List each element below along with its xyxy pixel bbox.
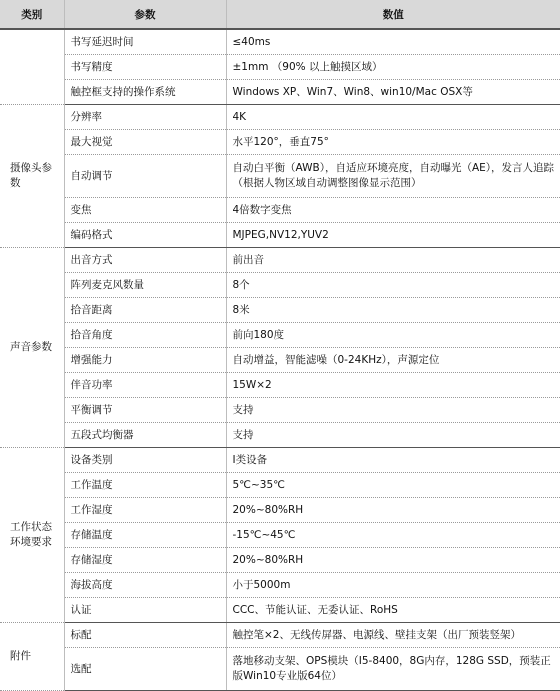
table-row [0,423,560,448]
table-row [0,648,560,691]
parameter-cell: 书写精度 [64,55,226,80]
parameter-cell: 分辨率 [64,105,226,130]
parameter-cell: 工作湿度 [64,498,226,523]
value-cell: 小于5000m [226,573,560,598]
value-cell: 8个 [226,273,560,298]
header-row [0,0,560,29]
value-cell: 水平120°，垂直75° [226,130,560,155]
value-cell: 触控笔×2、无线传屏器、电源线、壁挂支架（出厂预装竖架） [226,623,560,648]
table-row [0,498,560,523]
parameter-cell: 标配 [64,623,226,648]
value-cell: 前出音 [226,248,560,273]
value-cell: 4倍数字变焦 [226,198,560,223]
category-cell: 声音参数 [0,248,64,448]
table-row [0,323,560,348]
table-row [0,373,560,398]
value-cell: -15℃~45℃ [226,523,560,548]
table-row [0,623,560,648]
value-cell: 20%~80%RH [226,548,560,573]
table-row [0,448,560,473]
category-cell: 附件 [0,623,64,691]
table-row [0,523,560,548]
value-cell: CCC、节能认证、无委认证、RoHS [226,598,560,623]
parameter-cell: 设备类别 [64,448,226,473]
value-cell: 20%~80%RH [226,498,560,523]
table-row [0,130,560,155]
category-cell: 工作状态环境要求 [0,448,64,623]
parameter-cell: 拾音距离 [64,298,226,323]
parameter-cell: 触控框支持的操作系统 [64,80,226,105]
value-cell: Windows XP、Win7、Win8、win10/Mac OSX等 [226,80,560,105]
header-parameter: 参数 [64,0,226,29]
table-row [0,155,560,198]
table-row [0,29,560,55]
parameter-cell: 选配 [64,648,226,691]
category-cell: 摄像头参数 [0,105,64,248]
value-cell: 支持 [226,423,560,448]
table-row [0,223,560,248]
value-cell: 落地移动支架、OPS模块（I5-8400，8G内存，128G SSD，预装正版Win10专业版64位） [226,648,560,691]
table-row [0,398,560,423]
table-body [0,29,560,691]
value-cell: MJPEG,NV12,YUV2 [226,223,560,248]
value-cell: ≤40ms [226,29,560,55]
category-cell [0,29,64,105]
value-cell: 前向180度 [226,323,560,348]
table-row [0,573,560,598]
parameter-cell: 平衡调节 [64,398,226,423]
header-value: 数值 [226,0,560,29]
parameter-cell: 阵列麦克风数量 [64,273,226,298]
parameter-cell: 最大视觉 [64,130,226,155]
value-cell: 自动白平衡（AWB），自适应环境亮度，自动曝光（AE），发言人追踪（根据人物区域自动调整图像显示范围） [226,155,560,198]
table-row [0,55,560,80]
parameter-cell: 变焦 [64,198,226,223]
parameter-cell: 书写延迟时间 [64,29,226,55]
table-row [0,273,560,298]
value-cell: ±1mm （90% 以上触摸区域） [226,55,560,80]
parameter-cell: 海拔高度 [64,573,226,598]
value-cell: 5℃~35℃ [226,473,560,498]
value-cell: 15W×2 [226,373,560,398]
parameter-cell: 自动调节 [64,155,226,198]
parameter-cell: 拾音角度 [64,323,226,348]
parameter-cell: 增强能力 [64,348,226,373]
header-category: 类别 [0,0,64,29]
table-row [0,348,560,373]
table-row [0,105,560,130]
parameter-cell: 存储湿度 [64,548,226,573]
value-cell: Ⅰ类设备 [226,448,560,473]
table-row [0,598,560,623]
value-cell: 8米 [226,298,560,323]
parameter-cell: 伴音功率 [64,373,226,398]
parameter-cell: 编码格式 [64,223,226,248]
value-cell: 4K [226,105,560,130]
value-cell: 支持 [226,398,560,423]
parameter-cell: 五段式均衡器 [64,423,226,448]
table-row [0,298,560,323]
parameter-cell: 出音方式 [64,248,226,273]
table-row [0,248,560,273]
parameter-cell: 存储温度 [64,523,226,548]
table-row [0,548,560,573]
table-row [0,198,560,223]
table-row [0,473,560,498]
parameter-cell: 认证 [64,598,226,623]
parameter-cell: 工作温度 [64,473,226,498]
table-row [0,80,560,105]
value-cell: 自动增益，智能滤噪（0-24KHz），声源定位 [226,348,560,373]
